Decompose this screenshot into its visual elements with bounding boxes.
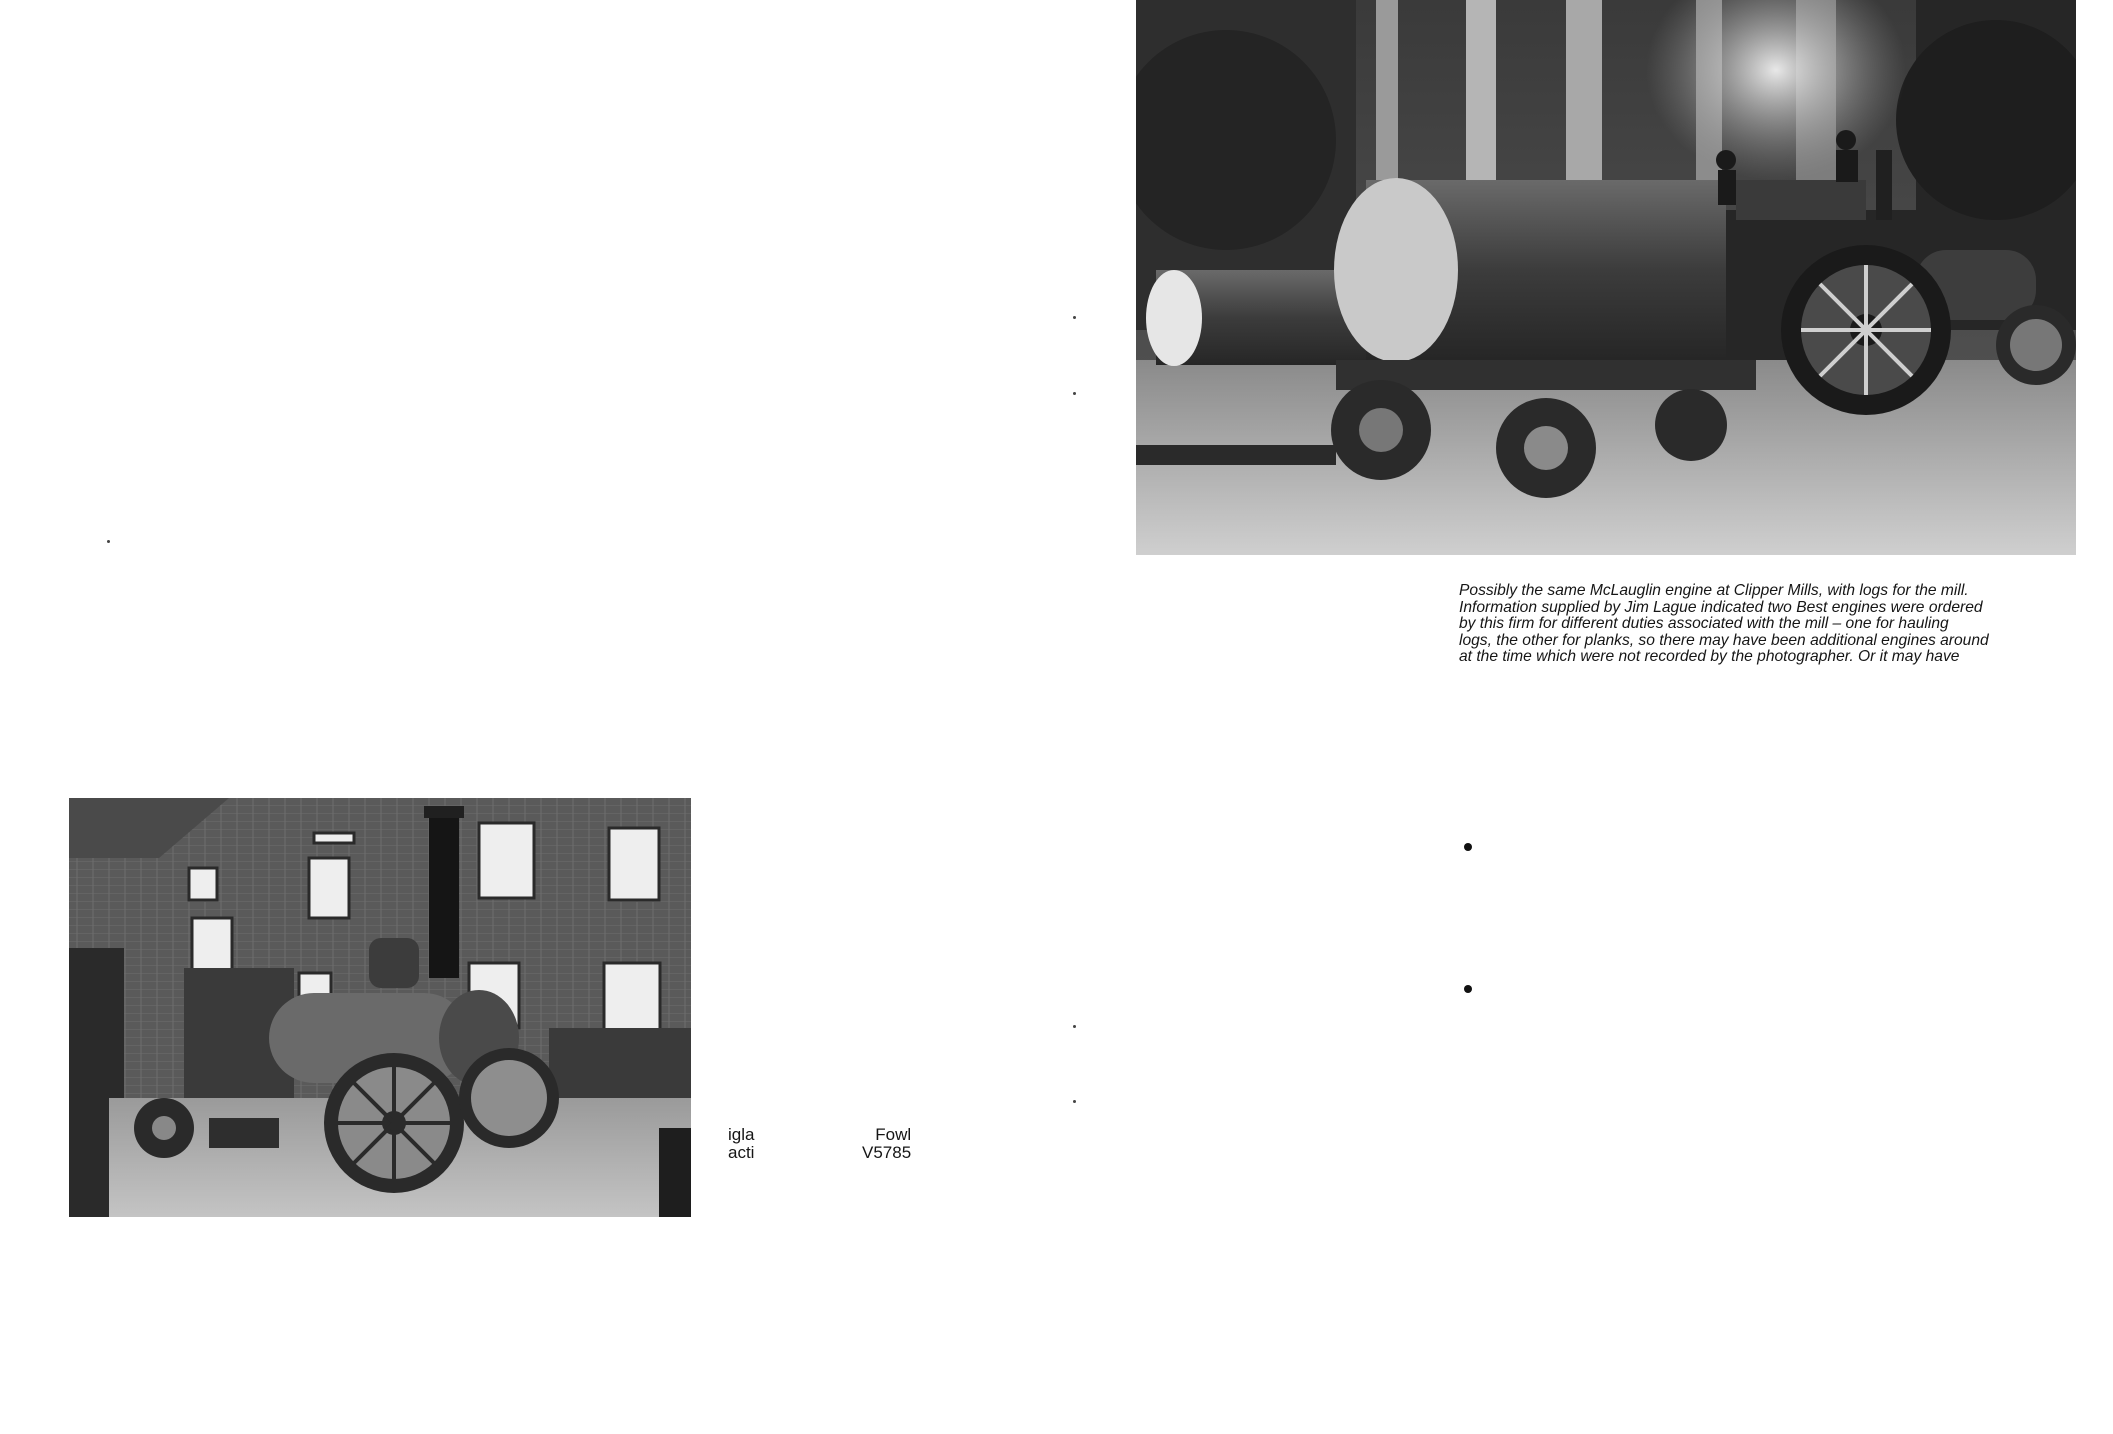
caption-line: logs, the other for planks, so there may have been additional engines around [1459,631,1989,649]
caption-line: Possibly the same McLauglin engine at Clipper Mills, with logs for the mill. [1459,582,1969,599]
fragment-line: V5785 [862,1143,912,1162]
text-fragment-left [728,1126,754,1162]
caption-line: at the time which were not recorded by the photographer. Or it may have [1459,648,1960,665]
caption-line: Information supplied by Jim Lague indicated two Best engines were ordered [1459,598,1983,616]
scan-speck [107,540,110,543]
portable-engine-photo-drawing [69,798,691,1217]
photo-caption [1459,583,2079,666]
logging-photo [1136,0,2076,555]
bullet-dot [1464,843,1472,851]
logging-photo-drawing [1136,0,2076,555]
text-fragment-right [862,1126,911,1162]
portable-engine-photo [69,798,691,1217]
fragment-line: acti [728,1143,755,1162]
scan-speck [1073,392,1076,395]
scan-speck [1073,316,1076,319]
fragment-line: igla [728,1125,755,1144]
scan-speck [1073,1025,1076,1028]
fragment-line: Fowl [875,1125,912,1144]
bullet-dot [1464,985,1472,993]
caption-line: by this firm for different duties associated with the mill – one for hauling [1459,615,1949,632]
scan-speck [1073,1100,1076,1103]
